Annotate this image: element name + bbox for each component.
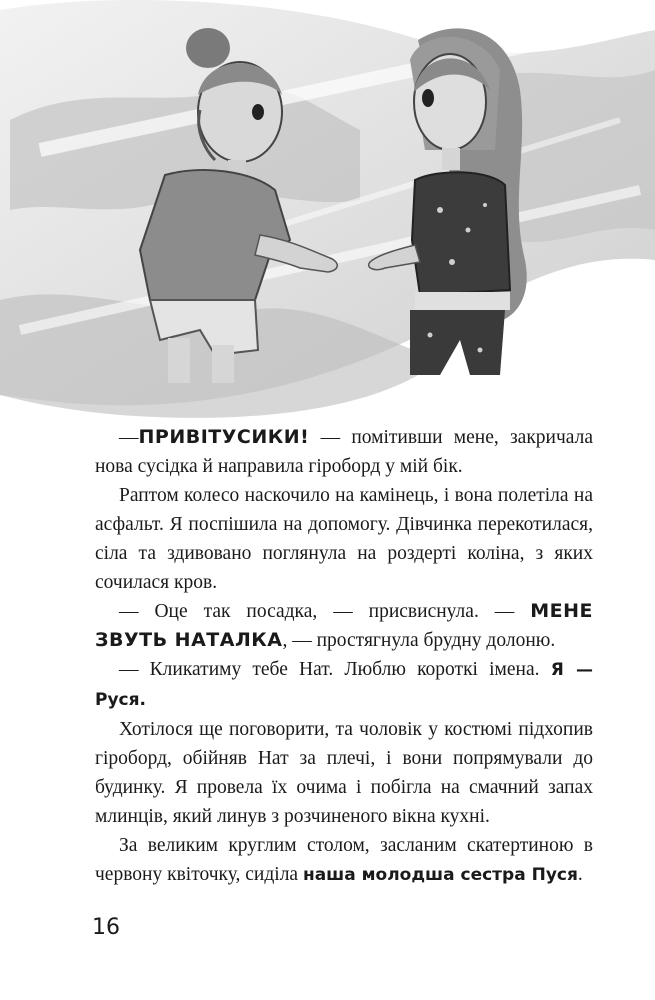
hand-sister: наша молодша сестра Пуся [302, 865, 578, 885]
shout-name: МЕНЕ ЗВУТЬ НАТАЛКА [95, 600, 593, 651]
illustration [0, 0, 655, 430]
paragraph-5 [95, 715, 593, 831]
hand-name: Я — Руся. [95, 660, 593, 710]
paragraph-4-text: — Кликатиму тебе Нат. Люблю короткі імена. [119, 659, 551, 680]
paragraph-2-text: Раптом колесо наскочило на камінець, і вона полетіла на асфальт. Я поспішила на допомогу. Дівчинка перекотилася, сіла та здивовано поглянула на роздерті коліна, з яких сочилася кров. [95, 485, 593, 593]
paragraph-6-text: За великим круглим столом, засланим скатертиною в червону квіточку, сиділа [95, 835, 593, 885]
paragraph-1 [95, 423, 593, 481]
paragraph-6 [95, 831, 593, 890]
paragraph-5-text: Хотілося ще поговорити, та чоловік у костюмі підхопив гіроборд, обійняв Нат за плечі, і вони попрямували до будинку. Я провела їх очима і побігла на смачний запах млинців, який линув з розчиненого вікна кухні. [95, 719, 593, 827]
paragraph-3-text-after: , — простягнула брудну долоню. [282, 630, 556, 651]
paragraph-2 [95, 481, 593, 597]
dash: — [119, 427, 139, 448]
watercolor-background [0, 0, 655, 418]
paragraph-3 [95, 597, 593, 655]
paragraph-3-text: — Оце так посадка, — присвиснула. — [119, 601, 531, 622]
story-text [95, 423, 593, 890]
shout-greeting: ПРИВІТУСИКИ! [138, 426, 310, 448]
paragraph-1-text: — помітивши мене, закричала нова сусідка й направила гіроборд у мій бік. [95, 427, 593, 477]
paragraph-4 [95, 655, 593, 715]
paragraph-6-text-after: . [577, 864, 583, 885]
page-number: 16 [92, 915, 120, 940]
